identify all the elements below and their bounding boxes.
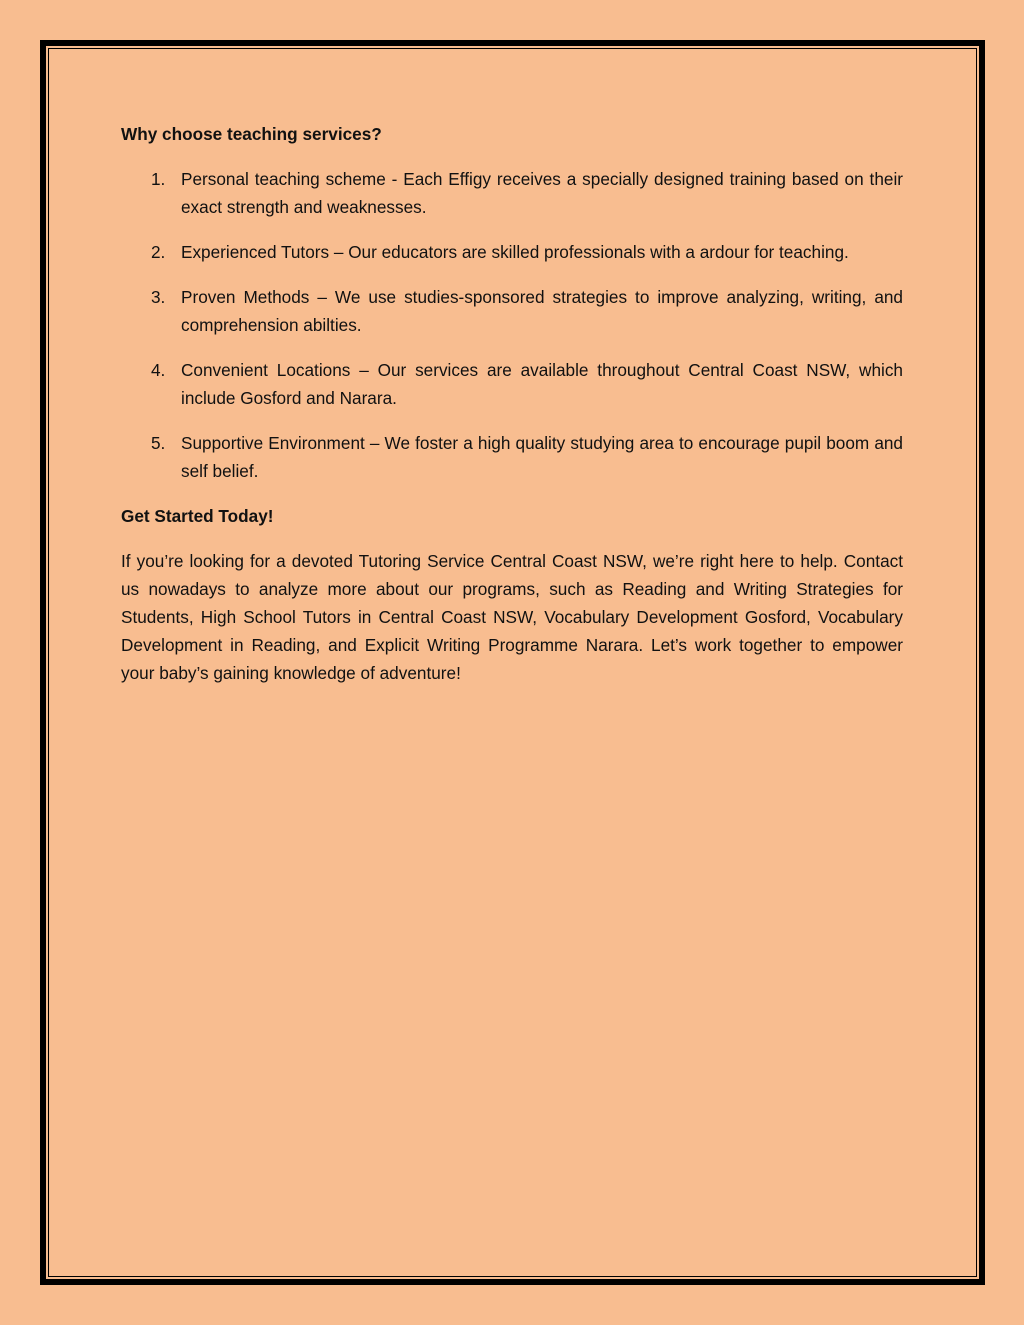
list-item <box>121 429 903 485</box>
list-item-text: Proven Methods – We use studies-sponsored strategies to improve analyzing, writing, and comprehension abilties. <box>181 287 903 335</box>
list-item-number: 5. <box>151 433 166 453</box>
list-item-text: Supportive Environment – We foster a high quality studying area to encourage pupil boom and self belief. <box>181 433 903 481</box>
list-item-number: 3. <box>151 287 166 307</box>
section-heading-get-started: Get Started Today! <box>121 506 274 526</box>
list-item <box>121 238 903 266</box>
list-item-number: 2. <box>151 242 166 262</box>
list-item-text: Personal teaching scheme - Each Effigy receives a specially designed training based on their exact strength and weaknesses. <box>181 169 903 217</box>
reasons-list <box>121 165 903 485</box>
list-item <box>121 165 903 221</box>
section-heading-why-choose: Why choose teaching services? <box>121 124 382 144</box>
list-item-number: 1. <box>151 169 166 189</box>
list-item <box>121 356 903 412</box>
list-item <box>121 283 903 339</box>
document-content <box>121 120 903 687</box>
body-paragraph: If you’re looking for a devoted Tutoring Service Central Coast NSW, we’re right here to help. Contact us nowadays to analyze more about our programs, such as Reading and Writing Strategies for Students, High School Tutors in Central Coast NSW, Vocabulary Development Gosford, Vocabulary Development in Reading, and Explicit Writing Programme Narara. Let’s work together to empower your baby’s gaining knowledge of adventure! <box>121 551 903 683</box>
list-item-text: Experienced Tutors – Our educators are skilled professionals with a ardour for teaching. <box>181 242 849 262</box>
list-item-number: 4. <box>151 360 166 380</box>
list-item-text: Convenient Locations – Our services are available throughout Central Coast NSW, which include Gosford and Narara. <box>181 360 903 408</box>
